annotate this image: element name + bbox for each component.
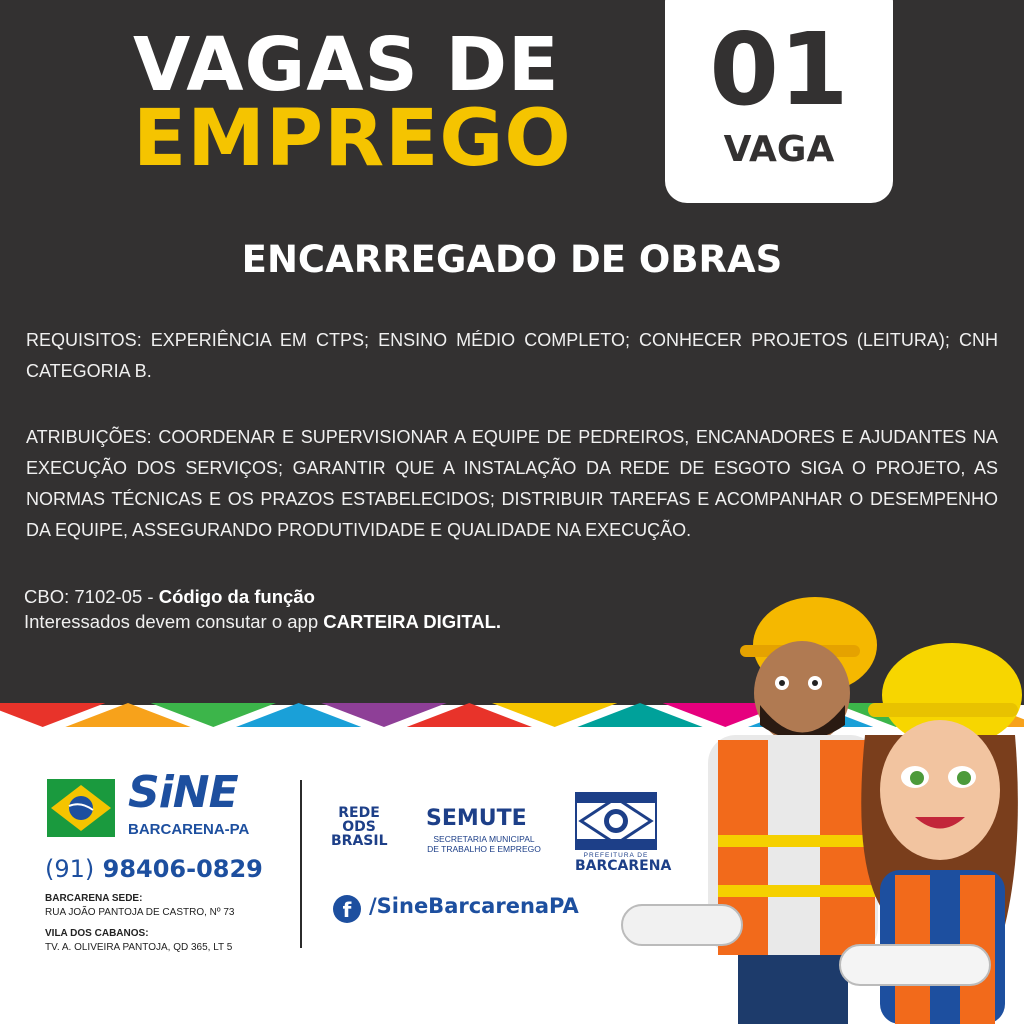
cbo-and-apply-info (24, 584, 501, 634)
headline-line-1: VAGAS DE (133, 22, 560, 108)
semute-subtitle-line-1: SECRETARIA MUNICIPAL (433, 834, 535, 844)
semute-subtitle-line-2: DE TRABALHO E EMPREGO (427, 844, 541, 854)
cbo-label: Código da função (158, 586, 315, 607)
prefeitura-label: PREFEITURA DE (583, 852, 649, 859)
duties-text: ATRIBUIÇÕES: COORDENAR E SUPERVISIONAR A EQUIPE DE PEDREIROS, ENCANADORES E AJUDANTES NA EXECUÇÃO DOS SERVIÇOS; GARANTIR QUE A INSTALAÇÃO DA REDE DE ESGOTO SIGA O PROJETO, AS NORMAS TÉCNICAS E OS PRAZOS ESTABELECIDOS; DISTRIBUIR TAREFAS E ACOMPANHAR O DESEMPENHO DA EQUIPE, ASSEGURANDO PRODUTIVIDADE E QUALIDADE NA EXECUÇÃO. (26, 427, 998, 540)
facebook-icon[interactable]: f (333, 895, 361, 923)
prefeitura-city: BARCARENA (575, 858, 672, 874)
rede-ods-line-3: BRASIL (331, 833, 388, 849)
construction-workers-illustration (610, 585, 1024, 1024)
apply-text: Interessados devem consutar o app (24, 611, 324, 632)
facebook-handle-link[interactable]: /SineBarcarenaPA (369, 894, 579, 918)
rede-ods-line-1: REDE (338, 805, 380, 821)
apply-line (24, 609, 501, 634)
vacancy-count-card (665, 0, 893, 203)
semute-subtitle (424, 834, 544, 854)
brazil-flag-icon (47, 779, 115, 837)
branch-label: VILA DOS CABANOS: (45, 928, 149, 939)
phone-area-code: (91) (45, 855, 95, 883)
footer-divider (300, 780, 302, 948)
vacancy-label: VAGA (723, 129, 835, 170)
semute-logo: SEMUTE (426, 806, 527, 831)
rede-ods-line-2: ODS (342, 819, 376, 835)
job-title: ENCARREGADO DE OBRAS (241, 238, 783, 281)
requirements-text: REQUISITOS: EXPERIÊNCIA EM CTPS; ENSINO MÉDIO COMPLETO; CONHECER PROJETOS (LEITURA); CNH CATEGORIA B. (26, 330, 998, 381)
hq-address: RUA JOÃO PANTOJA DE CASTRO, Nº 73 (45, 907, 235, 918)
rede-ods-logo (331, 806, 387, 848)
contact-phone (45, 855, 263, 883)
apply-app-name: CARTEIRA DIGITAL. (323, 611, 502, 632)
branch-address: TV. A. OLIVEIRA PANTOJA, QD 365, LT 5 (45, 942, 233, 953)
headline-line-2: EMPREGO (133, 94, 572, 184)
hq-label: BARCARENA SEDE: (45, 893, 143, 904)
vacancy-number: 01 (709, 11, 849, 128)
cbo-line (24, 584, 501, 609)
cbo-code: CBO: 7102-05 - (24, 586, 159, 607)
sine-logo-text: SiNE (128, 767, 238, 818)
phone-number: 98406-0829 (102, 855, 263, 883)
sine-city: BARCARENA-PA (128, 821, 250, 838)
